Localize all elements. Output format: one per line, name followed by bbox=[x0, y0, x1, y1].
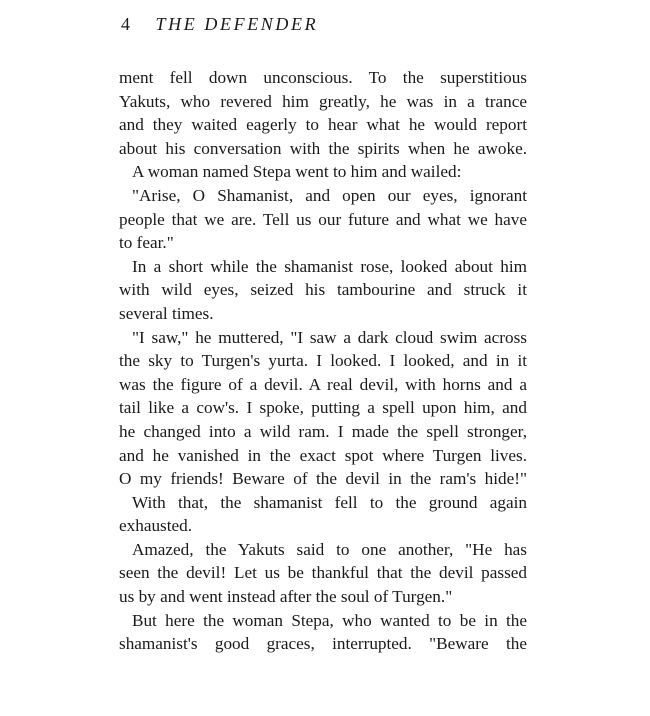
text-line: and they waited eagerly to hear what he would report bbox=[119, 115, 527, 135]
text-line: ment fell down unconscious. To the superstitious bbox=[119, 68, 527, 87]
text-line: the sky to Turgen's yurta. I looked. I looked, and in it bbox=[119, 351, 527, 371]
text-line: he changed into a wild ram. I made the spell stronger, bbox=[119, 421, 527, 441]
text-line: was the figure of a devil. A real devil, with horns and a bbox=[119, 374, 527, 394]
text-line: With that, the shamanist fell to the ground again bbox=[132, 492, 527, 512]
text-line: Yakuts, who revered him greatly, he was in a trance bbox=[119, 91, 527, 111]
text-line: to fear." bbox=[119, 233, 174, 253]
text-line: "Arise, O Shamanist, and open our eyes, ignorant bbox=[132, 185, 527, 205]
text-line: shamanist's good graces, interrupted. "Beware the bbox=[119, 634, 527, 654]
book-title: THE DEFENDER bbox=[155, 14, 319, 34]
text-line: A woman named Stepa went to him and wailed: bbox=[132, 162, 462, 182]
text-line: In a short while the shamanist rose, looked about him bbox=[132, 256, 527, 276]
text-line: people that we are. Tell us our future and what we have bbox=[119, 209, 527, 229]
text-line: us by and went instead after the soul of Turgen." bbox=[119, 587, 453, 607]
text-line: seen the devil! Let us be thankful that the devil passed bbox=[119, 563, 527, 583]
text-line: about his conversation with the spirits when he awoke. bbox=[119, 138, 527, 158]
text-line: and he vanished in the exact spot where Turgen lives. bbox=[119, 445, 527, 465]
body-text bbox=[119, 66, 527, 656]
running-head bbox=[121, 10, 318, 38]
text-line: Amazed, the Yakuts said to one another, "He has bbox=[132, 539, 527, 559]
text-line: But here the woman Stepa, who wanted to be in the bbox=[132, 610, 527, 630]
page-number: 4 bbox=[121, 14, 131, 34]
text-line: exhausted. bbox=[119, 516, 193, 536]
text-line: O my friends! Beware of the devil in the ram's hide!" bbox=[119, 469, 527, 489]
text-line: several times. bbox=[119, 303, 214, 323]
text-line: tail like a cow's. I spoke, putting a spell upon him, and bbox=[119, 398, 527, 418]
text-line: "I saw," he muttered, "I saw a dark cloud swim across bbox=[132, 327, 527, 347]
text-line: with wild eyes, seized his tambourine and struck it bbox=[119, 280, 527, 300]
